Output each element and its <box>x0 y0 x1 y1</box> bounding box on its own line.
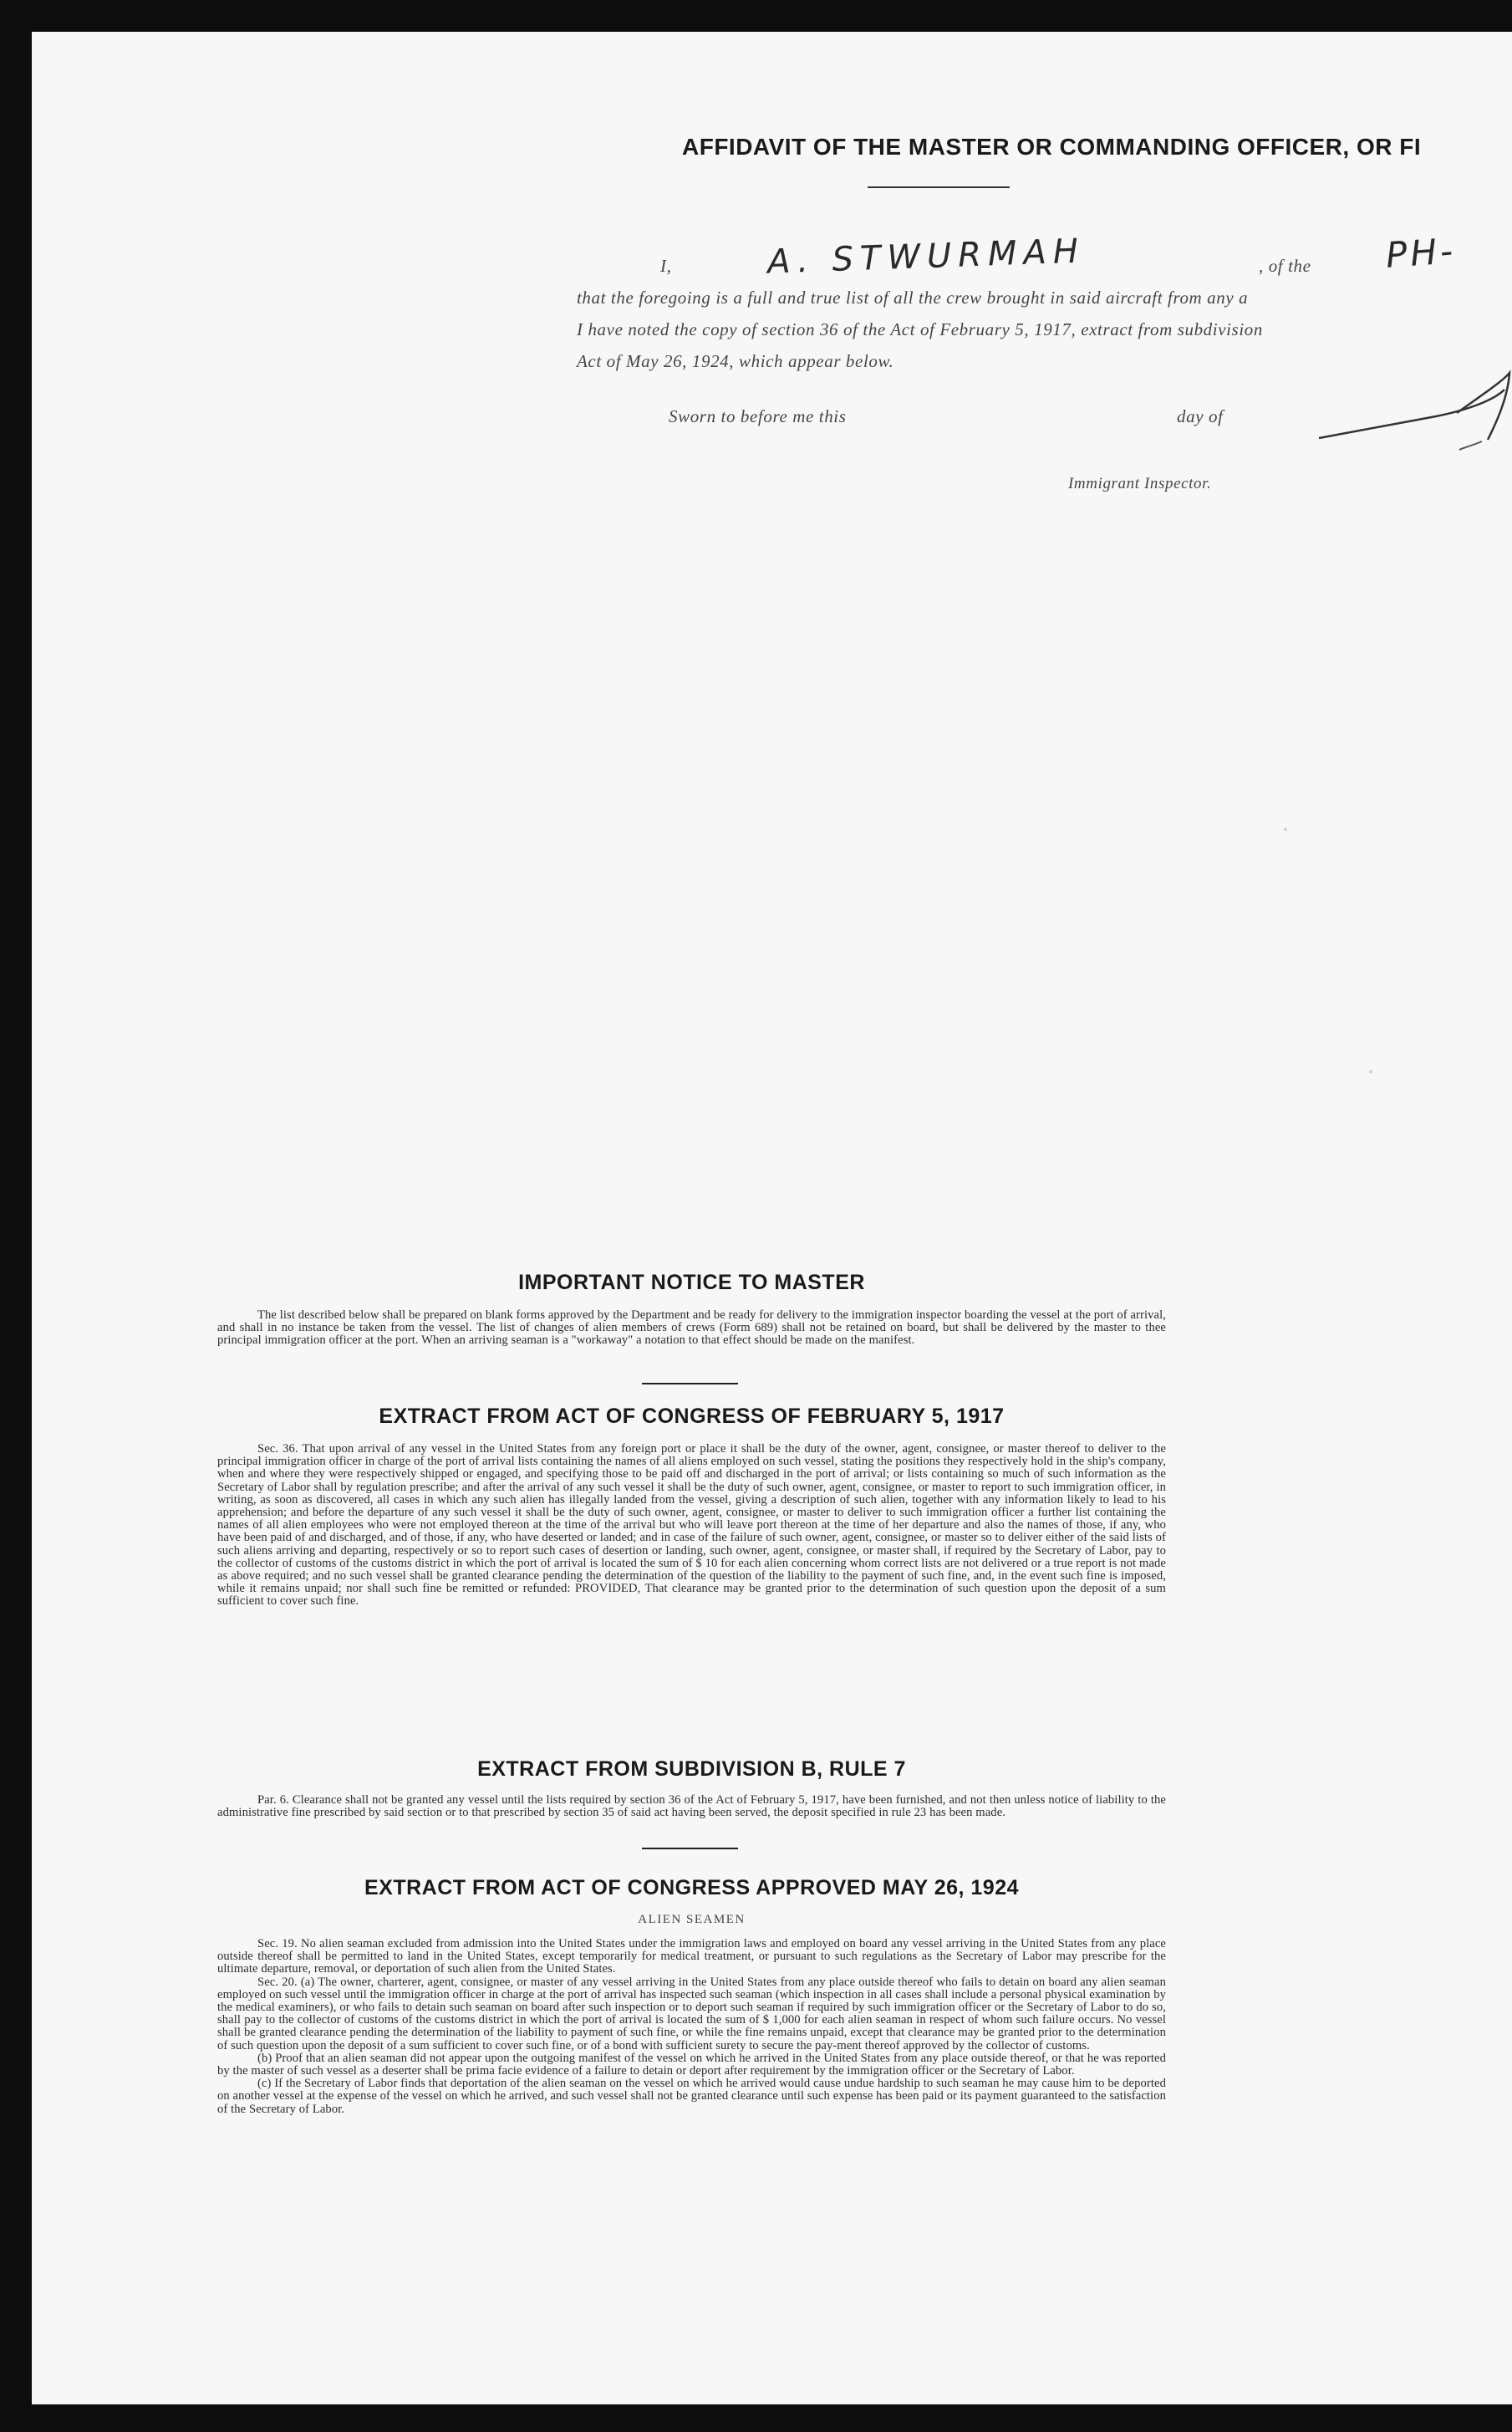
master-name-handwritten: A. STWURMAH <box>766 232 1086 282</box>
title-rule <box>868 186 1010 188</box>
sworn-text: Sworn to before me this <box>669 406 847 426</box>
section-36-paragraph: Sec. 36. That upon arrival of any vessel in the United States from any foreign port or place it shall be the duty of the owner, agent, consignee, or master thereof to deliver to the principal immigration officer in charge of the port of arrival lists containing the names of all aliens employed on such vessel, stating the positions they respectively hold in the ship's company, when and where they were respectively shipped or engaged, and specifying those to be paid off and discharged in the port of arrival; or lists containing so much of such information as the Secretary of Labor shall by regulation prescribe; and after the arrival of any such vessel it shall be the duty of such owner, agent, consignee, or master to report to such immigration officer, in writing, as soon as discovered, all cases in which any such alien has illegally landed from the vessel, giving a description of such alien, together with any information likely to lead to his apprehension; and before the departure of any such vessel it shall be the duty of such owner, agent, consignee, or master to deliver to such immigration officer a further list containing the names of all alien employees who were not employed thereon at the time of the arrival but who will leave port thereon at the time of her departure and also the names of those, if any, who have been paid of and discharged, and of those, if any, who have deserted or landed; and in case of the failure of such owner, agent, consignee, or master so to deliver either of the said lists of such aliens arriving and departing, respectively or so to report such cases of desertion or landing, such owner, agent, consignee, or master shall, if required by the Secretary of Labor, pay to the collector of customs of the customs district in which the port of arrival is located the sum of $ 10 for each alien concerning whom correct lists are not delivered or a true report is not made as above required; and no such vessel shall be granted clearance pending the determination of the question of the liability to the payment of such fine, and, in the event such fine is imposed, while it remains unpaid; nor shall such fine be remitted or refunded: PROVIDED, That clearance may be granted prior to the determination of such question upon the deposit of a sum sufficient to cover such fine. <box>217 1442 1166 1609</box>
rule-7-text <box>217 1794 1166 1819</box>
notice-heading: IMPORTANT NOTICE TO MASTER <box>518 1271 865 1294</box>
notice-text <box>217 1309 1166 1348</box>
section-20a-paragraph: Sec. 20. (a) The owner, charterer, agent, consignee, or master of any vessel arriving in the United States from any place outside thereof who fails to detain on board any alien seaman employed on such vessel until the immigration officer in charge at the port of arrival has inspected such seaman (which inspection in all cases shall include a personal physical examination by the medical examiners), or who fails to detain such seaman on board after such inspection or to deport such seaman if required by such immigration officer or the Secretary of Labor to do so, shall pay to the collector of customs of the customs district in which the port of arrival is located the sum of $ 1,000 for each alien seaman in respect of whom such failure occurs. No vessel shall be granted clearance pending the determination of the liability to payment of such fine, or while the fine remains unpaid, except that clearance may be granted prior to the determination of such question upon the deposit of a sum sufficient to cover such fine, or of a bond with sufficient surety to secure the pay-ment thereof approved by the collector of customs. <box>217 1975 1166 2052</box>
section-divider <box>642 1848 738 1849</box>
rule-7-paragraph: Par. 6. Clearance shall not be granted any vessel until the lists required by section 36 of the Act of February 5, 1917, have been furnished, and not then unless notice of liability to the administrative fine prescribed by said section or to that prescribed by section 35 of said act having been served, the deposit specified in rule 23 has been made. <box>217 1793 1166 1820</box>
rule-7-heading: EXTRACT FROM SUBDIVISION B, RULE 7 <box>477 1757 906 1781</box>
alien-seamen-subheading: ALIEN SEAMEN <box>638 1913 746 1926</box>
extract-1917-heading: EXTRACT FROM ACT OF CONGRESS OF FEBRUARY 5, 1917 <box>379 1405 1005 1428</box>
day-of-text: day of <box>1177 406 1224 426</box>
section-20c-paragraph: (c) If the Secretary of Labor finds that deportation of the alien seaman on the vessel on which he arrived would cause undue hardship to such seaman he may cause him to be deported on another vessel at the expense of the vessel on which he arrived, and such vessel shall not be granted clearance until such expense has been paid or its payment guaranteed to the satisfaction of the Secretary of Labor. <box>217 2077 1166 2116</box>
extract-1924-heading: EXTRACT FROM ACT OF CONGRESS APPROVED MAY 26, 1924 <box>364 1876 1020 1899</box>
notice-paragraph: The list described below shall be prepared on blank forms approved by the Department and be ready for delivery to the immigration inspector boarding the vessel at the port of arrival, and shall in no instance be taken from the vessel. The list of changes of alien members of crews (Form 689) shall not be retained on board, but shall be delivered by the master to thee principal immigration officer at the port. When an arriving seaman is a "workaway" a notation to that effect should be made on the manifest. <box>217 1308 1166 1348</box>
document-page <box>32 32 1512 2404</box>
section-19-paragraph: Sec. 19. No alien seaman excluded from admission into the United States under the immigration laws and employed on board any vessel arriving in the United States from any place outside thereof shall be permitted to land in the United States, except temporarily for medical treatment, or pursuant to such regulations as the Secretary of Labor may prescribe for the ultimate departure, removal, or deportation of such alien from the United States. <box>217 1937 1166 1976</box>
affidavit-of-the: , of the <box>1259 256 1311 276</box>
signature-scribble <box>1311 348 1511 465</box>
inspector-label: Immigrant Inspector. <box>1068 475 1212 492</box>
affidavit-line-3: I have noted the copy of section 36 of the Act of February 5, 1917, extract from subdivision <box>577 319 1263 339</box>
affidavit-line-4: Act of May 26, 1924, which appear below. <box>577 351 894 371</box>
section-divider <box>642 1383 738 1384</box>
scan-speck <box>1369 1070 1372 1073</box>
extract-1924-text <box>217 1938 1166 2116</box>
vessel-handwritten: PH- <box>1384 230 1458 276</box>
extract-1917-text <box>217 1443 1166 1609</box>
affidavit-title: AFFIDAVIT OF THE MASTER OR COMMANDING OFFICER, OR FI <box>682 134 1422 160</box>
affidavit-prefix: I, <box>660 256 672 276</box>
section-20b-paragraph: (b) Proof that an alien seaman did not appear upon the outgoing manifest of the vessel on which he arrived in the United States from any place outside thereof, or that he was reported by the master of such vessel as a deserter shall be prima facie evidence of a failure to detain or deport after requirement by the immigration officer or the Secretary of Labor. <box>217 2051 1166 2078</box>
affidavit-line-2: that the foregoing is a full and true list of all the crew brought in said aircraft from any a <box>577 288 1249 308</box>
scan-speck <box>1284 828 1287 831</box>
